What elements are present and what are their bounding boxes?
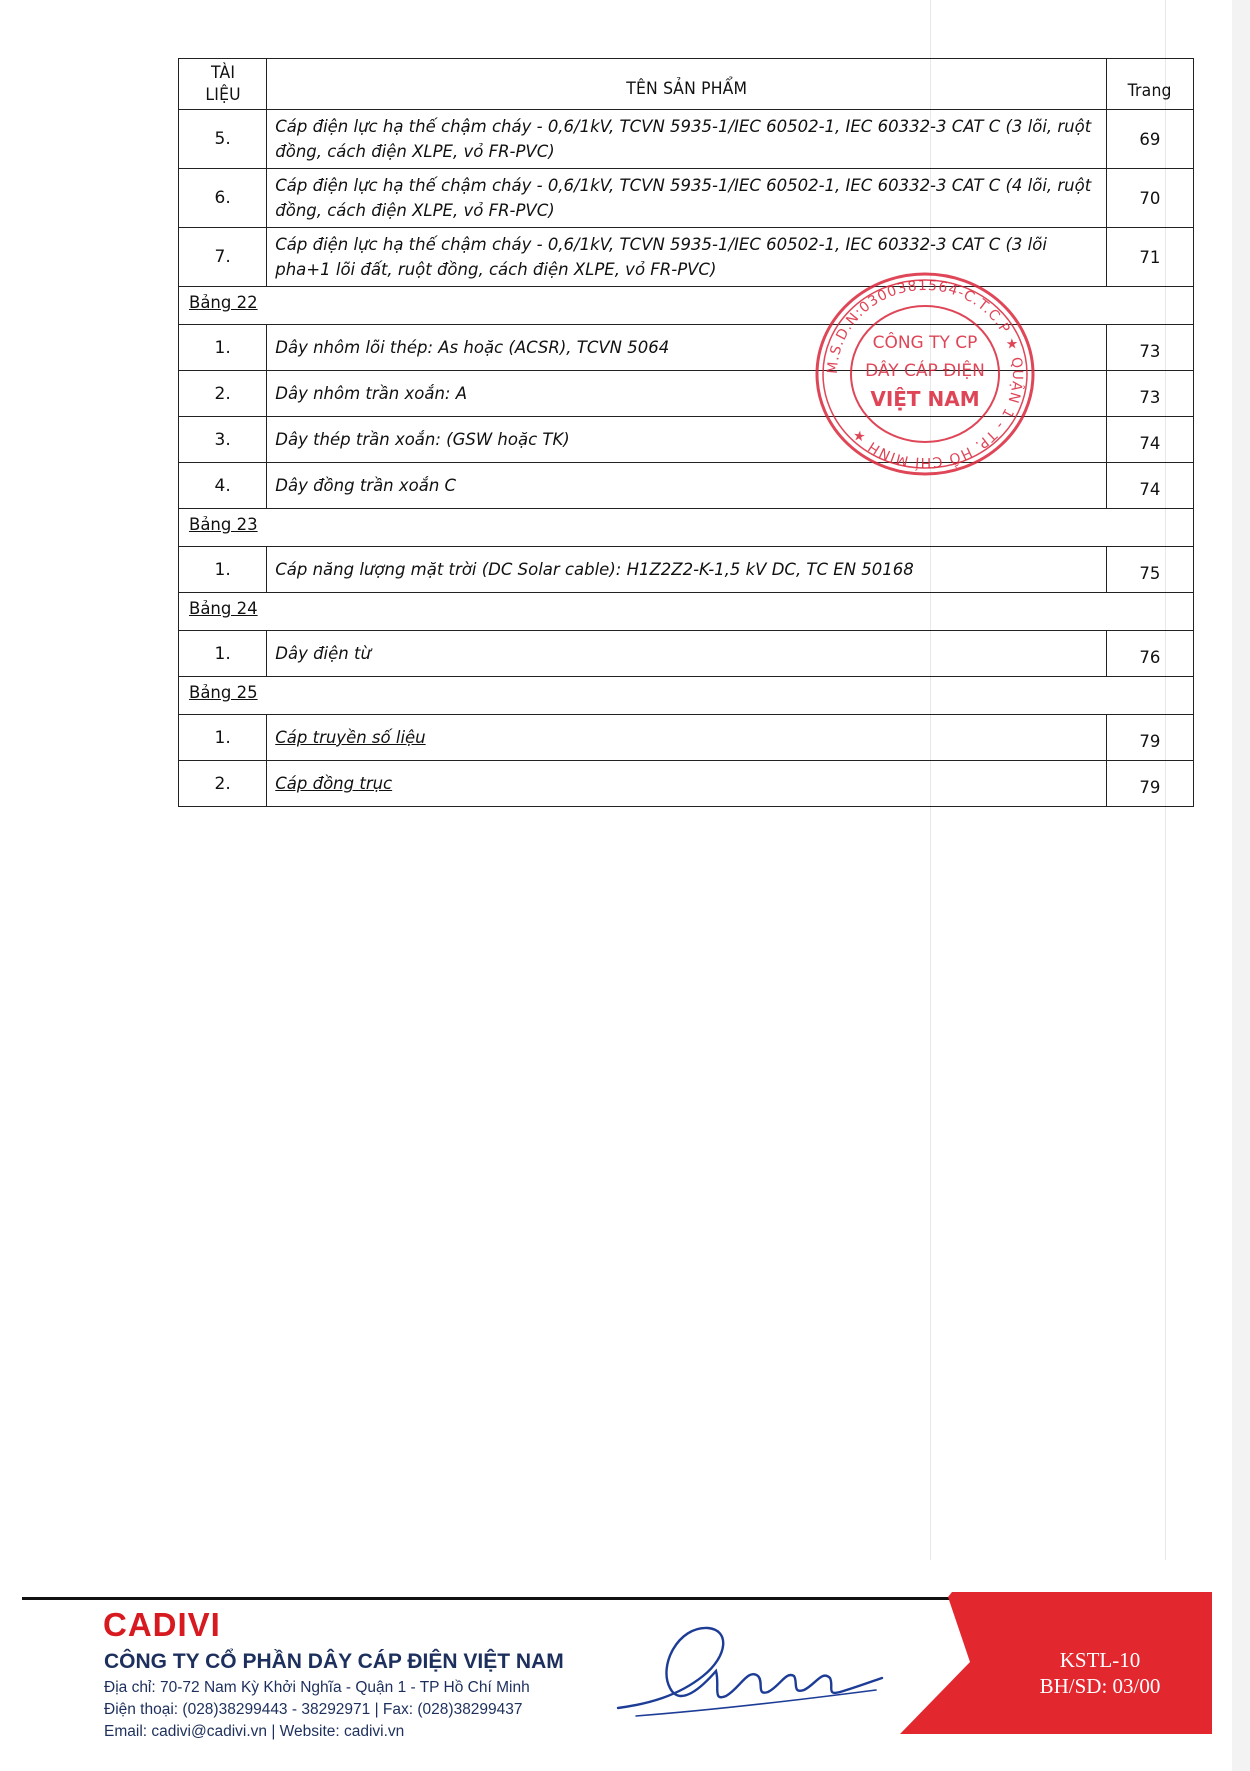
page-number: 76 bbox=[1106, 631, 1193, 677]
table-row bbox=[179, 631, 1194, 677]
row-number: 1. bbox=[179, 547, 267, 593]
section-row bbox=[179, 677, 1194, 715]
section-row bbox=[179, 287, 1194, 325]
section-label: Bảng 24 bbox=[179, 593, 1194, 631]
footer-divider bbox=[22, 1597, 962, 1600]
scan-edge bbox=[1232, 0, 1250, 1771]
row-number: 4. bbox=[179, 463, 267, 509]
row-number: 2. bbox=[179, 761, 267, 807]
page-number: 73 bbox=[1106, 371, 1193, 417]
table-row bbox=[179, 715, 1194, 761]
product-name-line1: Cáp điện lực hạ thế chậm cháy - 0,6/1kV, TCVN 5935-1/IEC 60502-1, IEC 60332-3 CAT C (3 lõi bbox=[275, 235, 1047, 254]
product-name bbox=[267, 761, 1106, 807]
product-name: Dây điện từ bbox=[267, 631, 1106, 677]
product-name bbox=[267, 169, 1106, 228]
company-phone: Điện thoại: (028)38299443 - 38292971 | Fax: (028)38299437 bbox=[104, 1701, 523, 1718]
product-name-line1: Cáp điện lực hạ thế chậm cháy - 0,6/1kV, TCVN 5935-1/IEC 60502-1, IEC 60332-3 CAT C (3 lõi, ruột bbox=[275, 117, 1092, 136]
signature bbox=[608, 1616, 888, 1726]
table-row bbox=[179, 228, 1194, 287]
section-label: Bảng 25 bbox=[179, 677, 1194, 715]
product-link[interactable]: Cáp đồng trục bbox=[275, 774, 393, 793]
table-row bbox=[179, 110, 1194, 169]
page-number: 69 bbox=[1106, 110, 1193, 169]
document-code: KSTL-10 bbox=[1059, 1648, 1141, 1672]
product-name: Cáp năng lượng mặt trời (DC Solar cable): H1Z2Z2-K-1,5 kV DC, TC EN 50168 bbox=[267, 547, 1106, 593]
company-seal bbox=[812, 270, 1038, 478]
company-name: CÔNG TY CỔ PHẦN DÂY CÁP ĐIỆN VIỆT NAM bbox=[104, 1650, 564, 1673]
company-address: Địa chỉ: 70-72 Nam Kỳ Khởi Nghĩa - Quận 1 - TP Hồ Chí Minh bbox=[104, 1679, 530, 1696]
section-row bbox=[179, 593, 1194, 631]
row-number: 1. bbox=[179, 715, 267, 761]
table-row bbox=[179, 417, 1194, 463]
section-row bbox=[179, 509, 1194, 547]
page-number: 71 bbox=[1106, 228, 1193, 287]
row-number: 1. bbox=[179, 631, 267, 677]
product-name: Dây thép trần xoắn: (GSW hoặc TK) bbox=[267, 417, 1106, 463]
cadivi-logo: CADIVI bbox=[103, 1606, 221, 1643]
product-name bbox=[267, 715, 1106, 761]
product-link[interactable]: Cáp truyền số liệu bbox=[275, 728, 426, 747]
header-document-line2: LIỆU bbox=[204, 85, 241, 105]
product-name-line2: đồng, cách điện XLPE, vỏ FR-PVC) bbox=[275, 142, 555, 161]
seal-line1: CÔNG TY CP bbox=[872, 333, 978, 353]
header-product-name: TÊN SẢN PHẨM bbox=[300, 59, 1072, 110]
row-number: 3. bbox=[179, 417, 267, 463]
row-number: 1. bbox=[179, 325, 267, 371]
page-number: 79 bbox=[1106, 761, 1193, 807]
table-row bbox=[179, 547, 1194, 593]
contents-table bbox=[178, 58, 1194, 807]
row-number: 6. bbox=[179, 169, 267, 228]
row-number: 5. bbox=[179, 110, 267, 169]
table-row bbox=[179, 169, 1194, 228]
header-page: Trang bbox=[1110, 59, 1190, 110]
page-number: 74 bbox=[1106, 463, 1193, 509]
header-document-line1: TÀI bbox=[210, 63, 235, 83]
product-name-line2: pha+1 lõi đất, ruột đồng, cách điện XLPE, vỏ FR-PVC) bbox=[275, 260, 717, 279]
header-document bbox=[182, 59, 263, 110]
page-number: 74 bbox=[1106, 417, 1193, 463]
row-number: 2. bbox=[179, 371, 267, 417]
seal-line2: DÂY CÁP ĐIỆN bbox=[865, 361, 985, 381]
product-name-line2: đồng, cách điện XLPE, vỏ FR-PVC) bbox=[275, 201, 555, 220]
table-row bbox=[179, 463, 1194, 509]
document-revision: BH/SD: 03/00 bbox=[1039, 1674, 1161, 1698]
product-name: Dây nhôm trần xoắn: A bbox=[267, 371, 1106, 417]
product-name: Dây nhôm lõi thép: As hoặc (ACSR), TCVN 5064 bbox=[267, 325, 1106, 371]
page-number: 70 bbox=[1106, 169, 1193, 228]
page-number: 75 bbox=[1106, 547, 1193, 593]
section-label: Bảng 23 bbox=[179, 509, 1194, 547]
page-number: 73 bbox=[1106, 325, 1193, 371]
product-name-line1: Cáp điện lực hạ thế chậm cháy - 0,6/1kV, TCVN 5935-1/IEC 60502-1, IEC 60332-3 CAT C (4 lõi, ruột bbox=[275, 176, 1092, 195]
table-row bbox=[179, 761, 1194, 807]
page-number: 79 bbox=[1106, 715, 1193, 761]
product-name: Dây đồng trần xoắn C bbox=[267, 463, 1106, 509]
section-label: Bảng 22 bbox=[179, 287, 1194, 325]
row-number: 7. bbox=[179, 228, 267, 287]
table-row bbox=[179, 325, 1194, 371]
seal-line3: VIỆT NAM bbox=[870, 387, 980, 411]
seal-ring-text: M.S.D.N:0300381564-C.T.C.P ★ QUẬN 1 - TP. HỒ CHÍ MINH ★ bbox=[824, 277, 1026, 471]
table-header-row bbox=[179, 59, 1194, 110]
company-email: Email: cadivi@cadivi.vn | Website: cadivi.vn bbox=[104, 1723, 405, 1740]
product-name bbox=[267, 110, 1106, 169]
table-row bbox=[179, 371, 1194, 417]
